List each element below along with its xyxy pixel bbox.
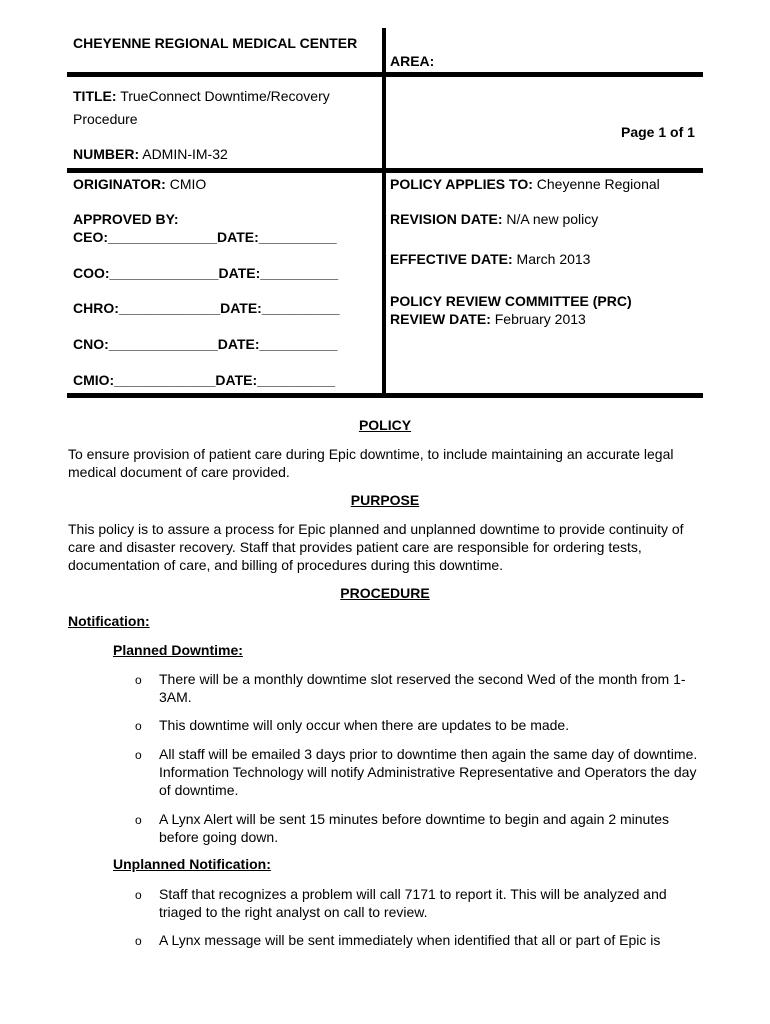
title-field [73,88,330,104]
bullet-icon: o [135,719,142,733]
bullet-icon: o [135,934,142,948]
title-value-line2: Procedure [73,111,138,127]
effective-label: EFFECTIVE DATE: [390,251,513,267]
area-label: AREA: [390,53,435,69]
notification-heading: Notification: [68,613,150,629]
header-rule-top [67,72,703,77]
cno-signature-line: CNO:______________DATE:__________ [73,336,338,352]
title-value-line1: TrueConnect Downtime/Recovery [120,88,330,104]
procedure-heading: PROCEDURE [340,585,430,601]
purpose-heading: PURPOSE [350,492,420,508]
page-number: Page 1 of 1 [621,124,695,140]
policy-heading: POLICY [358,417,412,433]
title-label: TITLE: [73,88,117,104]
prc-title: POLICY REVIEW COMMITTEE (PRC) [390,293,632,309]
list-item: This downtime will only occur when there are updates to be made. [159,717,570,733]
header-rule-bottom [67,393,703,398]
number-value: ADMIN-IM-32 [142,146,228,162]
effective-field [390,251,590,267]
cmio-signature-line: CMIO:_____________DATE:__________ [73,372,336,388]
approved-by-label: APPROVED BY: [73,211,179,227]
originator-value: CMIO [169,176,207,192]
list-item: A Lynx message will be sent immediately when identified that all or part of Epic is [159,932,661,948]
chro-signature-line: CHRO:_____________DATE:__________ [73,300,340,316]
header-vertical-divider [382,28,386,396]
originator-label: ORIGINATOR: [73,176,166,192]
prc-review-field [390,311,586,327]
coo-signature-line: COO:______________DATE:__________ [73,265,339,281]
applies-value: Cheyenne Regional [536,176,660,192]
prc-review-value: February 2013 [494,311,586,327]
planned-downtime-heading: Planned Downtime: [113,642,243,658]
revision-label: REVISION DATE: [390,211,503,227]
unplanned-notification-heading: Unplanned Notification: [113,856,271,872]
bullet-icon: o [135,748,142,762]
prc-review-label: REVIEW DATE: [390,311,491,327]
bullet-icon: o [135,888,142,902]
number-label: NUMBER: [73,146,140,162]
org-name: CHEYENNE REGIONAL MEDICAL CENTER [73,35,358,51]
list-item: A Lynx Alert will be sent 15 minutes before downtime to begin and again 2 minutes before going down. [159,811,670,845]
revision-value: N/A new policy [506,211,599,227]
ceo-signature-line: CEO:______________DATE:__________ [73,229,337,245]
effective-value: March 2013 [516,251,591,267]
applies-label: POLICY APPLIES TO: [390,176,533,192]
bullet-icon: o [135,813,142,827]
policy-text: To ensure provision of patient care during Epic downtime, to include maintaining an accurate legal medical document of care provided. [68,446,674,480]
list-item: There will be a monthly downtime slot reserved the second Wed of the month from 1-3AM. [159,671,686,705]
applies-field [390,176,660,192]
list-item: Staff that recognizes a problem will call 7171 to report it. This will be analyzed and triaged to the right analyst on call to review. [159,886,667,920]
bullet-icon: o [135,673,142,687]
originator-field [73,176,206,192]
revision-field [390,211,598,227]
list-item: All staff will be emailed 3 days prior to downtime then again the same day of downtime. Information Technology will notify Administrative Representative and Operators the day of downtime. [159,746,698,798]
purpose-text: This policy is to assure a process for Epic planned and unplanned downtime to provide continuity of care and disaster recovery. Staff that provides patient care are responsible for ordering tests, documentation of care, and billing of procedures during this downtime. [68,521,684,573]
header-rule-middle [67,168,703,173]
number-field [73,146,228,162]
